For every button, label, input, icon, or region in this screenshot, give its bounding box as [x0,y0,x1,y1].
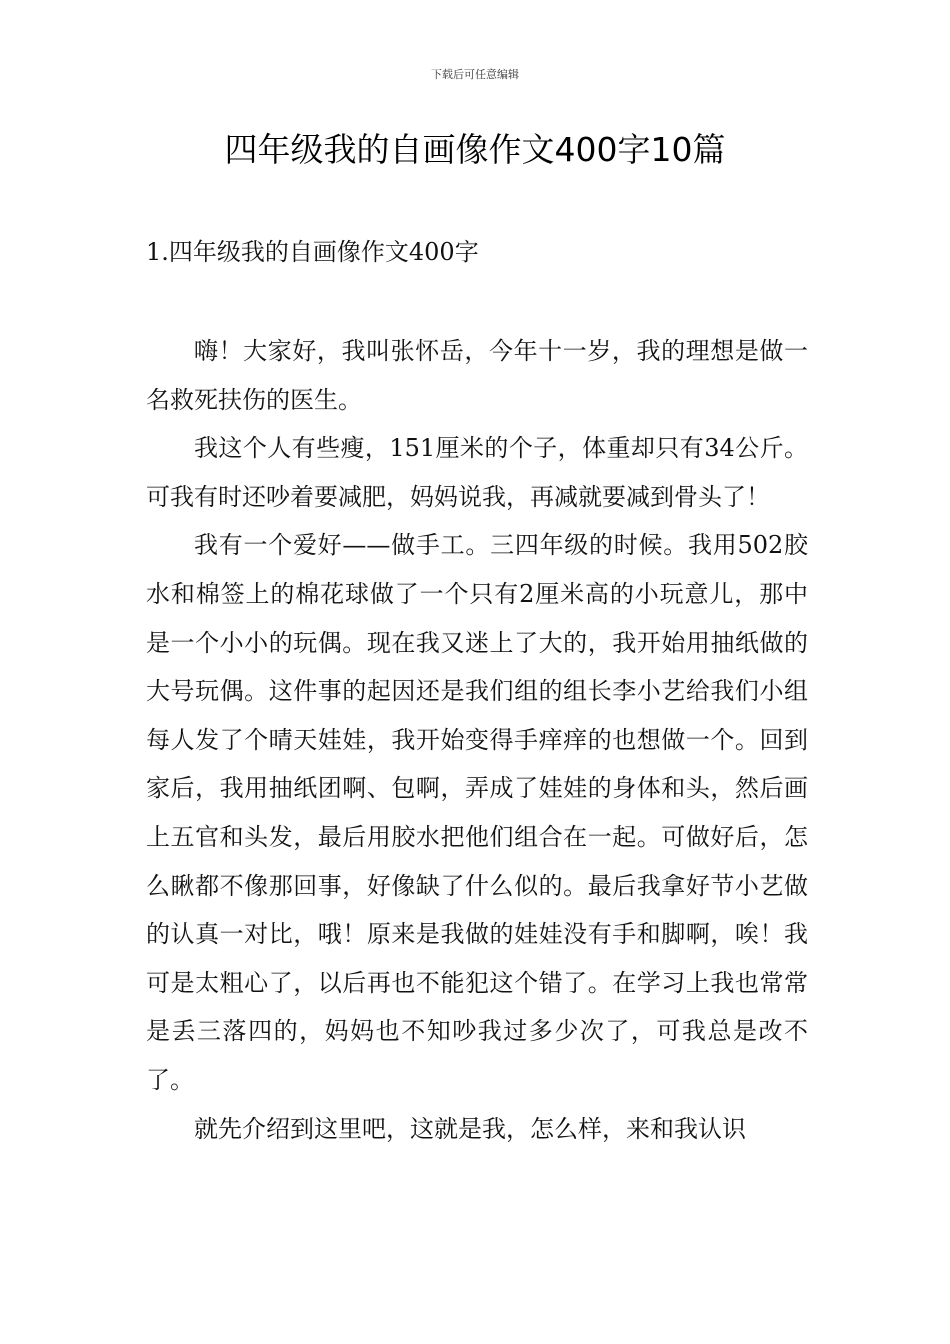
paragraph: 我这个人有些瘦，151厘米的个子，体重却只有34公斤。可我有时还吵着要减肥，妈妈说我，再减就要减到骨头了！ [146,434,808,511]
document-title: 四年级我的自画像作文400字10篇 [224,130,726,169]
article-body [146,327,808,1153]
header-note: 下载后可任意编辑 [431,68,519,81]
section-heading: 1.四年级我的自画像作文400字 [146,238,479,266]
paragraph: 嗨！大家好，我叫张怀岳，今年十一岁，我的理想是做一名救死扶伤的医生。 [146,337,808,414]
paragraph: 我有一个爱好——做手工。三四年级的时候。我用502胶水和棉签上的棉花球做了一个只有2厘米高的小玩意儿，那中是一个小小的玩偶。现在我又迷上了大的，我开始用抽纸做的大号玩偶。这件事的起因还是我们组的组长李小艺给我们小组每人发了个晴天娃娃，我开始变得手痒痒的也想做一个。回到家后，我用抽纸团啊、包啊，弄成了娃娃的身体和头，然后画上五官和头发，最后用胶水把他们组合在一起。可做好后，怎么瞅都不像那回事，好像缺了什么似的。最后我拿好节小艺做的认真一对比，哦！原来是我做的娃娃没有手和脚啊，唉！我可是太粗心了，以后再也不能犯这个错了。在学习上我也常常是丢三落四的，妈妈也不知吵我过多少次了，可我总是改不了。 [146,531,808,1094]
paragraph: 就先介绍到这里吧，这就是我，怎么样，来和我认识 [194,1114,746,1143]
